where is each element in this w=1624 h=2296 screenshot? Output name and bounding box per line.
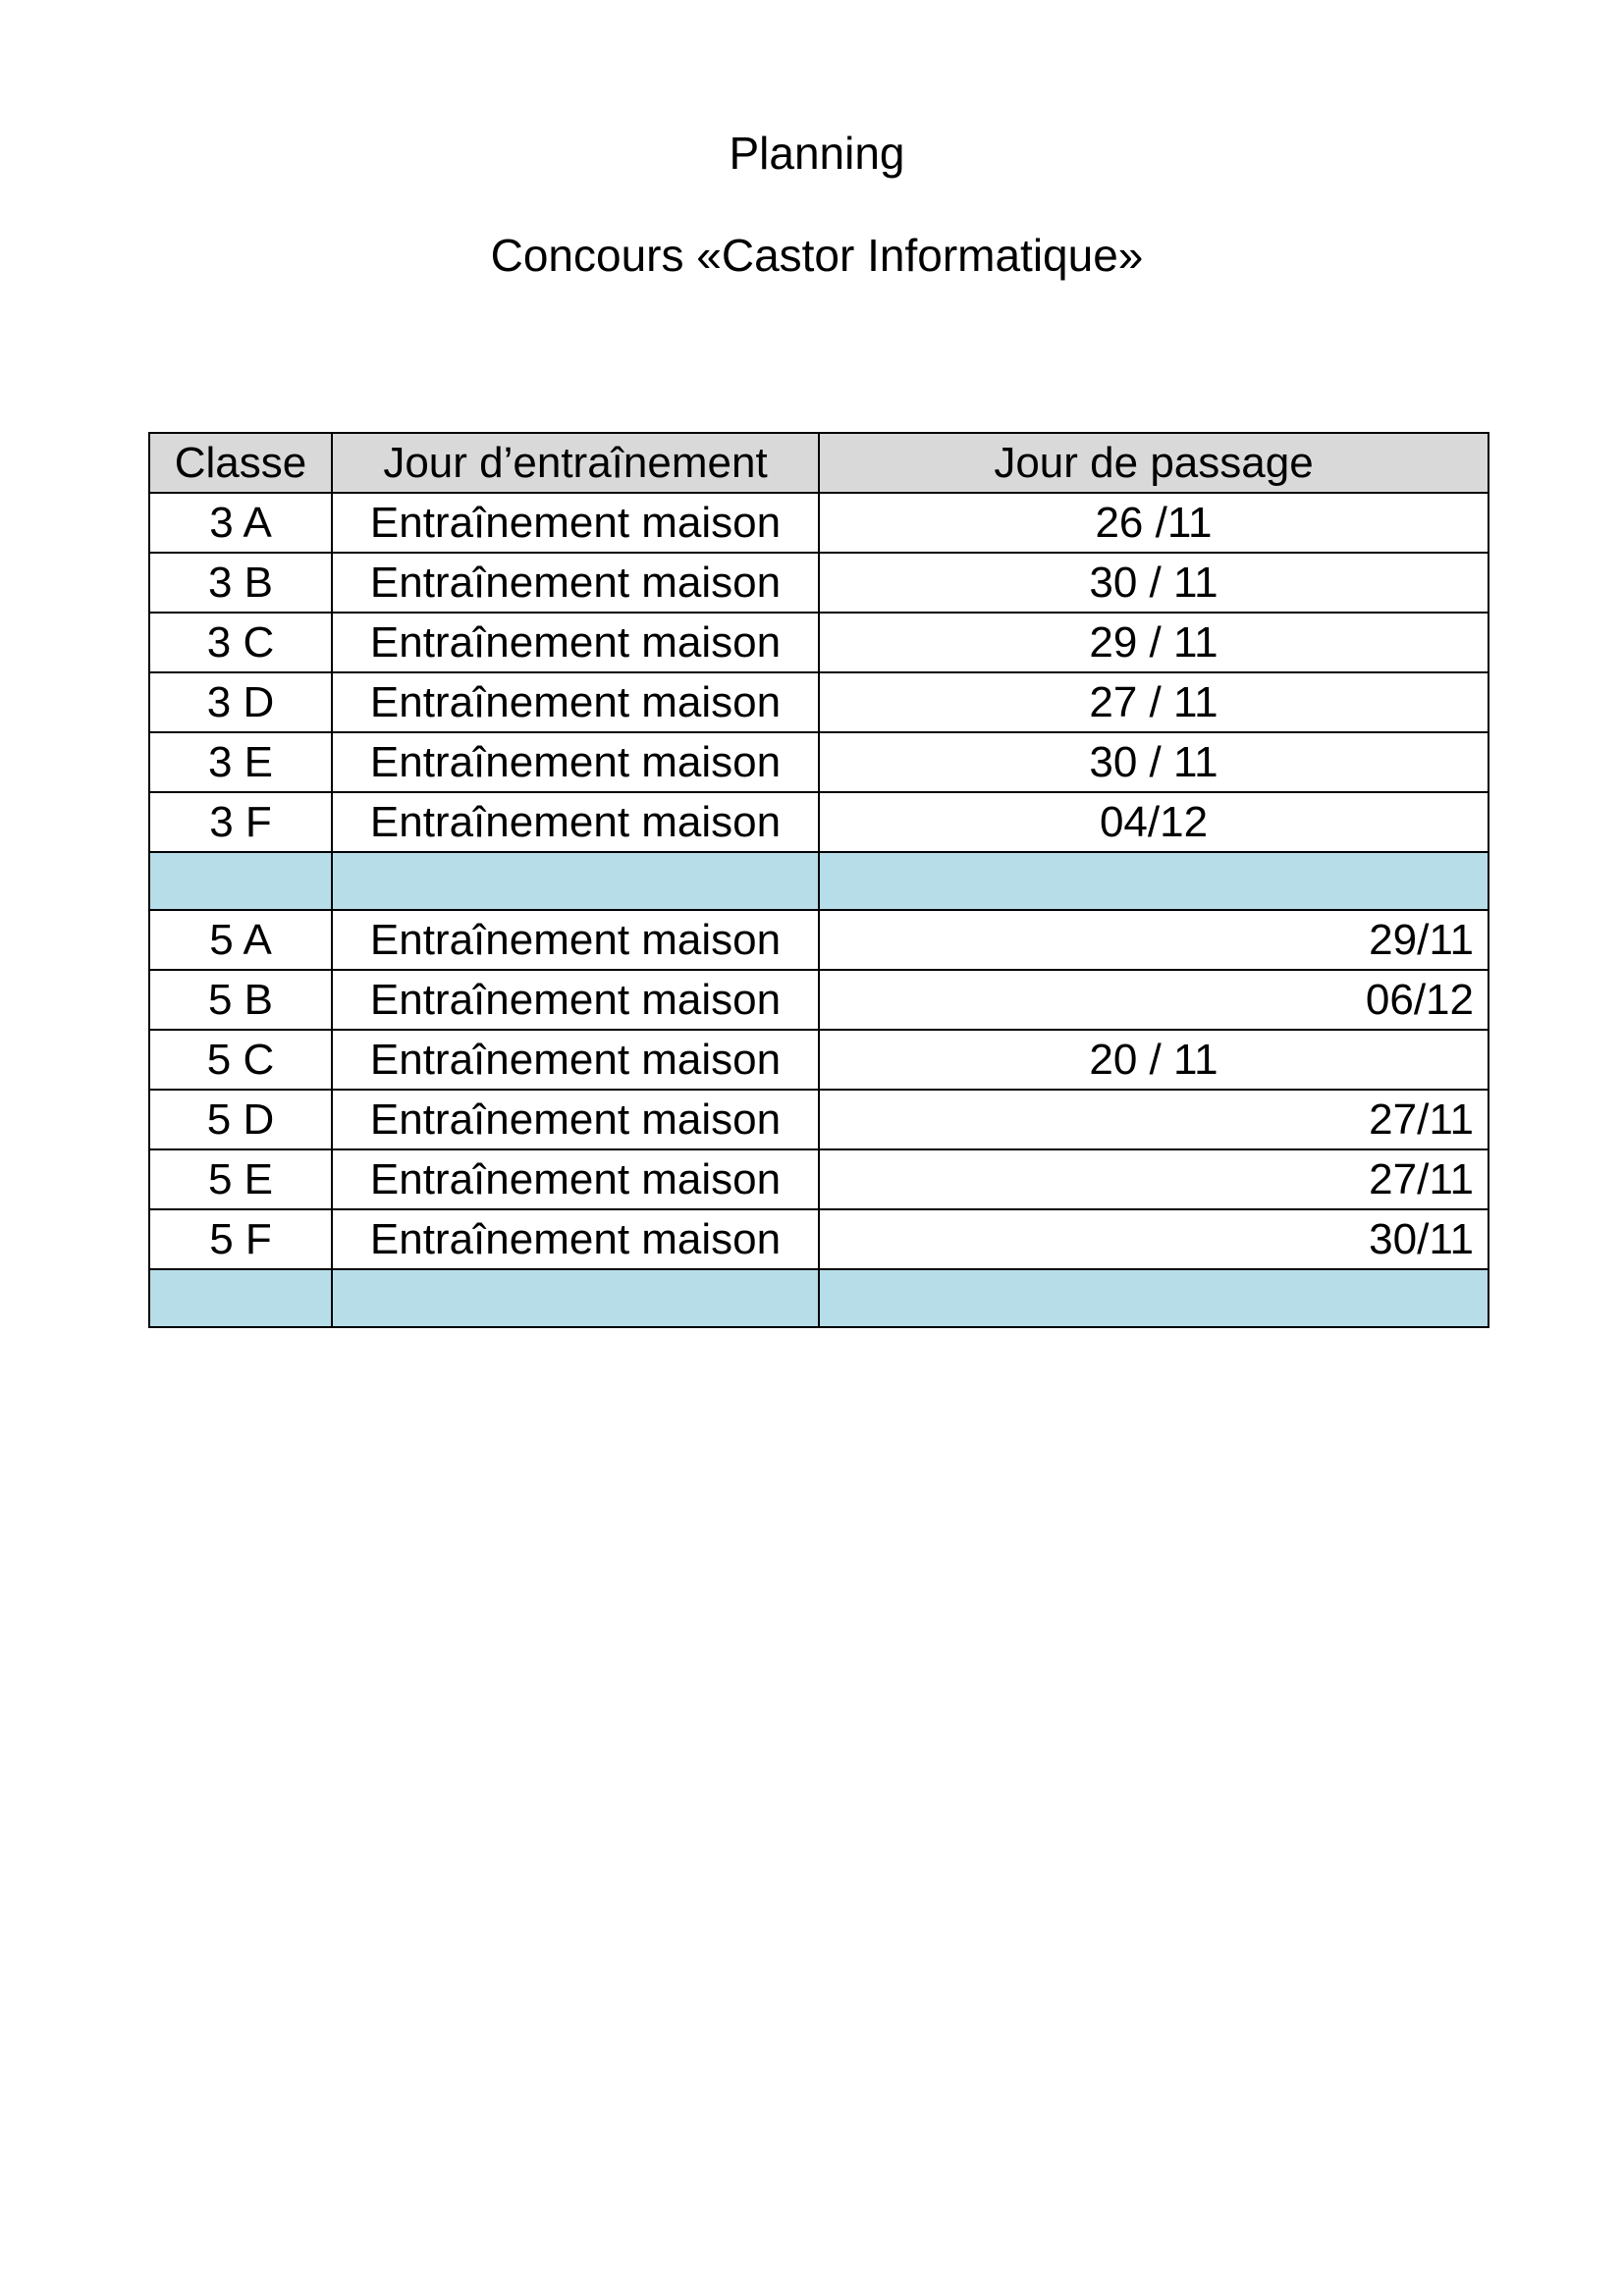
separator-cell: [149, 852, 332, 910]
document-title: Planning: [729, 128, 905, 179]
cell-classe: 3 C: [149, 613, 332, 672]
cell-classe: 3 F: [149, 792, 332, 852]
separator-row: [149, 1269, 1489, 1327]
cell-classe: 5 F: [149, 1209, 332, 1269]
cell-entrainement: Entraînement maison: [332, 553, 819, 613]
cell-passage: 27/11: [819, 1149, 1489, 1209]
separator-cell: [819, 1269, 1489, 1327]
separator-cell: [332, 1269, 819, 1327]
cell-entrainement: Entraînement maison: [332, 1030, 819, 1090]
cell-passage: 06/12: [819, 970, 1489, 1030]
cell-passage: 29/11: [819, 910, 1489, 970]
cell-classe: 3 B: [149, 553, 332, 613]
table-body: [149, 493, 1489, 1327]
header-jour-passage: Jour de passage: [819, 433, 1489, 493]
table-header: [149, 433, 1489, 493]
cell-passage: 30 / 11: [819, 553, 1489, 613]
table-row: [149, 1149, 1489, 1209]
table-row: [149, 553, 1489, 613]
cell-entrainement: Entraînement maison: [332, 792, 819, 852]
cell-entrainement: Entraînement maison: [332, 732, 819, 792]
cell-entrainement: Entraînement maison: [332, 910, 819, 970]
cell-classe: 3 D: [149, 672, 332, 732]
cell-entrainement: Entraînement maison: [332, 1209, 819, 1269]
cell-passage: 30 / 11: [819, 732, 1489, 792]
table-row: [149, 613, 1489, 672]
table-row: [149, 1090, 1489, 1149]
cell-entrainement: Entraînement maison: [332, 672, 819, 732]
cell-passage: 27/11: [819, 1090, 1489, 1149]
table-row: [149, 732, 1489, 792]
cell-classe: 5 C: [149, 1030, 332, 1090]
cell-classe: 3 A: [149, 493, 332, 553]
document-subtitle: Concours «Castor Informatique»: [490, 230, 1144, 281]
header-jour-entrainement: Jour d’entraînement: [332, 433, 819, 493]
table-row: [149, 672, 1489, 732]
cell-passage: 29 / 11: [819, 613, 1489, 672]
cell-passage: 30/11: [819, 1209, 1489, 1269]
cell-passage: 26 /11: [819, 493, 1489, 553]
cell-classe: 3 E: [149, 732, 332, 792]
cell-classe: 5 B: [149, 970, 332, 1030]
cell-entrainement: Entraînement maison: [332, 1090, 819, 1149]
table-row: [149, 970, 1489, 1030]
table-row: [149, 792, 1489, 852]
separator-cell: [819, 852, 1489, 910]
separator-row: [149, 852, 1489, 910]
cell-entrainement: Entraînement maison: [332, 1149, 819, 1209]
table-row: [149, 1209, 1489, 1269]
cell-passage: 27 / 11: [819, 672, 1489, 732]
table-row: [149, 1030, 1489, 1090]
cell-classe: 5 A: [149, 910, 332, 970]
cell-classe: 5 D: [149, 1090, 332, 1149]
cell-passage: 04/12: [819, 792, 1489, 852]
header-row: [149, 433, 1489, 493]
header-classe: Classe: [149, 433, 332, 493]
planning-table: [148, 432, 1489, 1328]
separator-cell: [332, 852, 819, 910]
table-row: [149, 493, 1489, 553]
cell-passage: 20 / 11: [819, 1030, 1489, 1090]
cell-entrainement: Entraînement maison: [332, 613, 819, 672]
table-row: [149, 910, 1489, 970]
cell-entrainement: Entraînement maison: [332, 970, 819, 1030]
cell-entrainement: Entraînement maison: [332, 493, 819, 553]
separator-cell: [149, 1269, 332, 1327]
cell-classe: 5 E: [149, 1149, 332, 1209]
